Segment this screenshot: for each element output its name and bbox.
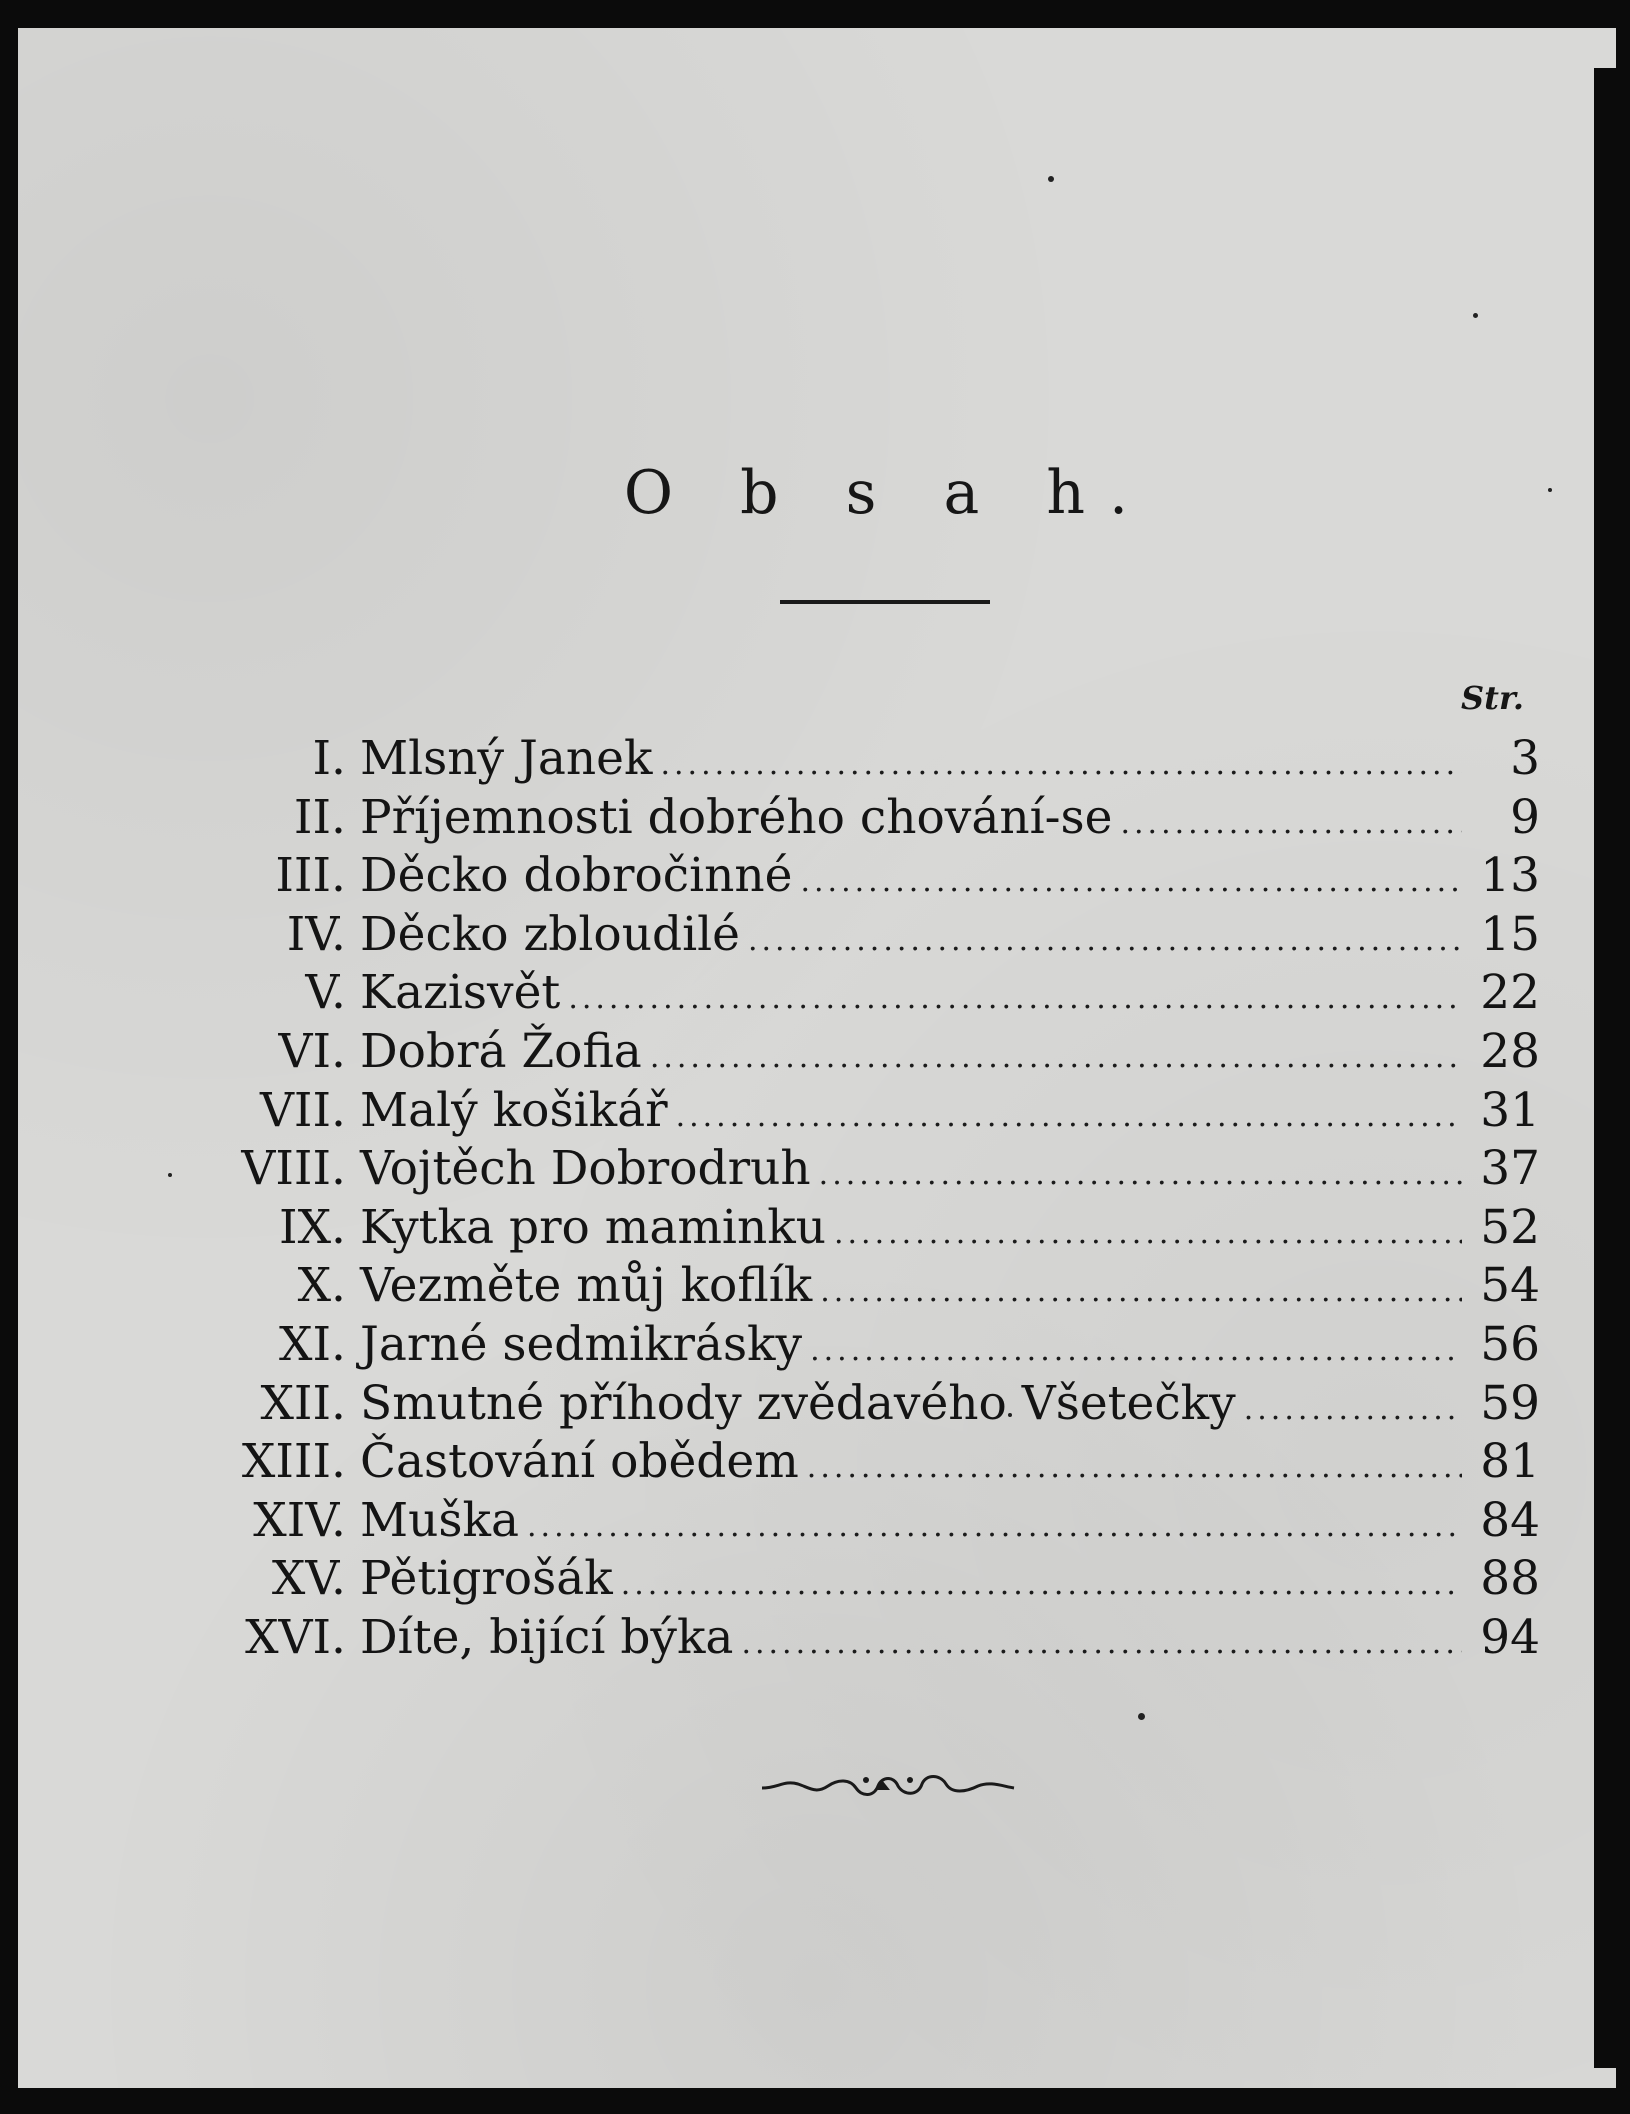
chapter-page-number: 13 — [1480, 848, 1540, 903]
chapter-title: Příjemnosti dobrého chování-se — [360, 790, 1113, 845]
chapter-entry — [360, 1082, 1462, 1146]
dot-leader — [810, 1322, 1462, 1380]
chapter-number: VI. — [278, 1024, 346, 1079]
chapter-entry — [360, 1375, 1462, 1439]
dot-leader — [621, 1556, 1462, 1614]
chapter-entry — [360, 1316, 1462, 1380]
chapter-title: Muška — [360, 1493, 520, 1548]
dot-leader — [800, 853, 1462, 911]
chapter-title: Častování obědem — [360, 1434, 799, 1489]
chapter-page-number: 28 — [1480, 1024, 1540, 1079]
chapter-entry — [360, 847, 1462, 911]
chapter-title: Kazisvět — [360, 965, 561, 1020]
chapter-entry — [360, 1550, 1462, 1614]
dot-leader — [527, 1498, 1462, 1556]
chapter-entry — [360, 1492, 1462, 1556]
chapter-number: V. — [305, 965, 346, 1020]
chapter-number: XIV. — [253, 1493, 346, 1548]
dot-leader — [748, 912, 1462, 970]
chapter-title: Pětigrošák — [360, 1551, 613, 1606]
toc-row — [18, 1023, 1616, 1081]
page-title: O b s a h. — [623, 458, 1153, 528]
title-underline — [780, 600, 990, 604]
toc-row — [18, 847, 1616, 905]
toc-row — [18, 1140, 1616, 1198]
chapter-title: Mlsný Janek — [360, 731, 653, 786]
chapter-number: I. — [312, 731, 346, 786]
chapter-entry — [360, 1433, 1462, 1497]
toc-row — [18, 1082, 1616, 1140]
chapter-title: Děcko zbloudilé — [360, 907, 740, 962]
toc-row — [18, 1433, 1616, 1491]
dot-leader — [820, 1263, 1462, 1321]
toc-row — [18, 730, 1616, 788]
chapter-entry — [360, 1257, 1462, 1321]
dot-leader — [819, 1146, 1462, 1204]
chapter-number: XII. — [260, 1376, 346, 1431]
dot-leader — [741, 1615, 1462, 1673]
chapter-title: Díte, bijící býka — [360, 1610, 734, 1665]
chapter-page-number: 15 — [1480, 907, 1540, 962]
toc-row — [18, 1492, 1616, 1550]
chapter-number: IX. — [279, 1200, 346, 1255]
chapter-page-number: 56 — [1480, 1317, 1540, 1372]
chapter-page-number: 94 — [1480, 1610, 1540, 1665]
chapter-entry — [360, 1199, 1462, 1263]
dot-leader — [660, 736, 1462, 794]
chapter-title: Dobrá Žofia — [360, 1024, 642, 1079]
page-column-header: Str. — [1461, 679, 1524, 717]
book-page — [18, 28, 1616, 2088]
chapter-page-number: 31 — [1480, 1083, 1540, 1138]
dot-leader — [650, 1029, 1462, 1087]
chapter-title: Jarné sedmikrásky — [360, 1317, 803, 1372]
toc-row — [18, 964, 1616, 1022]
chapter-page-number: 9 — [1510, 790, 1540, 845]
chapter-entry — [360, 906, 1462, 970]
chapter-page-number: 88 — [1480, 1551, 1540, 1606]
dot-leader — [1120, 795, 1462, 853]
chapter-number: III. — [275, 848, 346, 903]
toc-row — [18, 1199, 1616, 1257]
chapter-number: XV. — [271, 1551, 346, 1606]
toc-row — [18, 1316, 1616, 1374]
chapter-page-number: 54 — [1480, 1258, 1540, 1313]
chapter-page-number: 84 — [1480, 1493, 1540, 1548]
chapter-title: Kytka pro maminku — [360, 1200, 826, 1255]
chapter-entry — [360, 1023, 1462, 1087]
chapter-page-number: 22 — [1480, 965, 1540, 1020]
dot-leader — [1244, 1381, 1462, 1439]
chapter-entry — [360, 1140, 1462, 1204]
chapter-entry — [360, 789, 1462, 853]
chapter-entry — [360, 964, 1462, 1028]
decorative-flourish-icon — [758, 1766, 1018, 1806]
chapter-title: Vezměte můj koflík — [360, 1258, 813, 1313]
chapter-page-number: 52 — [1480, 1200, 1540, 1255]
chapter-page-number: 81 — [1480, 1434, 1540, 1489]
toc-row — [18, 789, 1616, 847]
chapter-number: VII. — [259, 1083, 346, 1138]
chapter-title: Malý košikář — [360, 1083, 668, 1138]
toc-row — [18, 1257, 1616, 1315]
toc-row — [18, 1375, 1616, 1433]
chapter-number: XVI. — [245, 1610, 346, 1665]
chapter-title: Smutné příhody zvědavého Všetečky — [360, 1376, 1236, 1431]
chapter-number: XI. — [279, 1317, 346, 1372]
dot-leader — [807, 1439, 1462, 1497]
dot-leader — [568, 970, 1462, 1028]
chapter-entry — [360, 730, 1462, 794]
chapter-title: Vojtěch Dobrodruh — [360, 1141, 811, 1196]
chapter-number: II. — [293, 790, 346, 845]
dot-leader — [834, 1205, 1462, 1263]
chapter-number: XIII. — [241, 1434, 346, 1489]
chapter-number: IV. — [286, 907, 346, 962]
chapter-number: X. — [297, 1258, 346, 1313]
toc-row — [18, 906, 1616, 964]
chapter-number: VIII. — [241, 1141, 346, 1196]
chapter-page-number: 59 — [1480, 1376, 1540, 1431]
toc-row — [18, 1550, 1616, 1608]
toc-row — [18, 1609, 1616, 1667]
chapter-page-number: 3 — [1510, 731, 1540, 786]
chapter-page-number: 37 — [1480, 1141, 1540, 1196]
dot-leader — [676, 1088, 1462, 1146]
chapter-title: Děcko dobročinné — [360, 848, 793, 903]
chapter-entry — [360, 1609, 1462, 1673]
